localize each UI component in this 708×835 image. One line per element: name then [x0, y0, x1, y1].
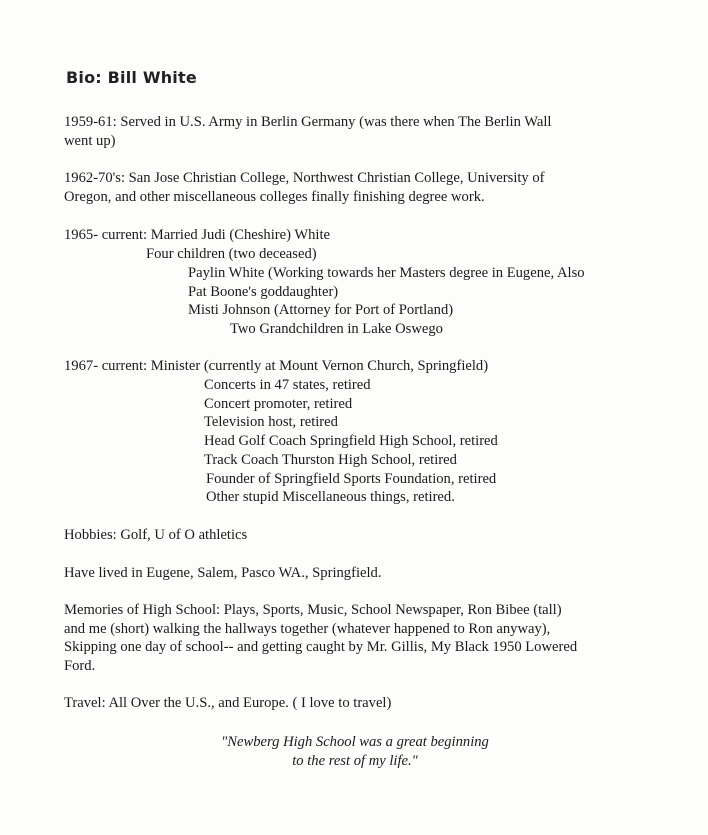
family-child-1-line-2: Pat Boone's goddaughter) [188, 284, 339, 300]
career-item: Head Golf Coach Springfield High School, retired [204, 433, 498, 449]
career-item: Other stupid Miscellaneous things, retired. [206, 489, 455, 505]
family-child-2: Misti Johnson (Attorney for Port of Portland) [188, 302, 454, 318]
family-grandchildren: Two Grandchildren in Lake Oswego [230, 321, 443, 337]
army-line-1: 1959-61: Served in U.S. Army in Berlin Germany (was there when The Berlin Wall [64, 114, 552, 130]
memories-line-2: and me (short) walking the hallways together (whatever happened to Ron anyway), [64, 621, 551, 637]
education-line-1: 1962-70's: San Jose Christian College, Northwest Christian College, University of [64, 170, 545, 186]
memories-line-3: Skipping one day of school-- and getting caught by Mr. Gillis, My Black 1950 Lowered [64, 639, 578, 655]
lived-line: Have lived in Eugene, Salem, Pasco WA., Springfield. [64, 565, 382, 581]
family-children: Four children (two deceased) [146, 246, 317, 262]
memories-line-1: Memories of High School: Plays, Sports, Music, School Newspaper, Ron Bibee (tall) [64, 602, 562, 618]
quote-line-2: to the rest of my life." [292, 753, 418, 769]
army-line-2: went up) [64, 133, 116, 149]
career-item: Track Coach Thurston High School, retired [204, 452, 457, 468]
career-item: Concerts in 47 states, retired [204, 377, 371, 393]
travel-line: Travel: All Over the U.S., and Europe. ( I love to travel) [64, 695, 392, 711]
quote-line-1: "Newberg High School was a great beginning [221, 734, 489, 750]
hobbies-line: Hobbies: Golf, U of O athletics [64, 527, 248, 543]
career-item: Television host, retired [204, 414, 338, 430]
memories-line-4: Ford. [64, 658, 96, 674]
career-minister: 1967- current: Minister (currently at Mount Vernon Church, Springfield) [64, 358, 489, 374]
career-item: Founder of Springfield Sports Foundation, retired [206, 471, 497, 487]
family-married: 1965- current: Married Judi (Cheshire) White [64, 227, 330, 243]
career-item: Concert promoter, retired [204, 396, 353, 412]
family-child-1-line-1: Paylin White (Working towards her Masters degree in Eugene, Also [188, 265, 585, 281]
education-line-2: Oregon, and other miscellaneous colleges finally finishing degree work. [64, 189, 485, 205]
page-title: Bio: Bill White [66, 68, 197, 87]
